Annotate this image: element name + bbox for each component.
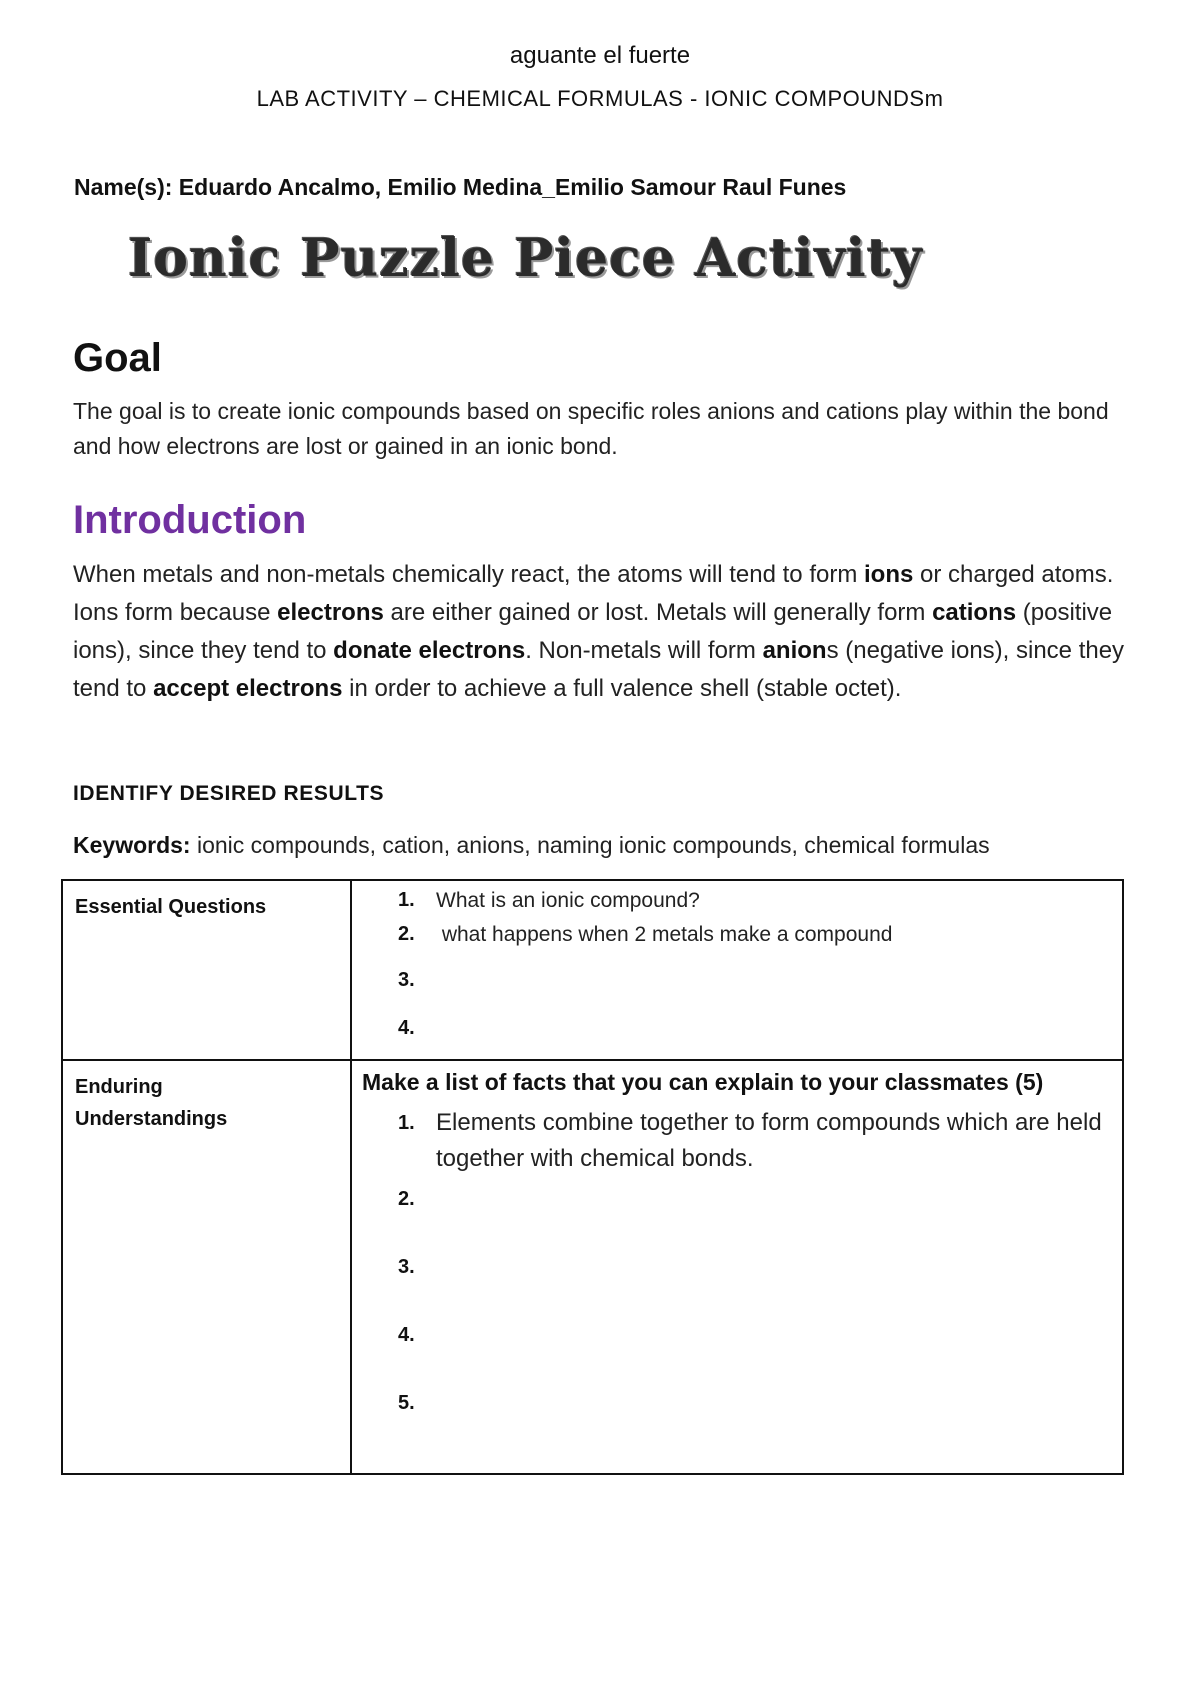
list-item[interactable]: 4.: [398, 1324, 415, 1346]
term-accept-electrons: accept electrons: [153, 675, 343, 702]
introduction-text: When metals and non-metals chemically react, the atoms will tend to form ions or charged atoms. Ions form because electrons are either gained or lost. Metals will generally form cations (positive ions), since they tend to donate electrons. Non-metals will form anions (negative ions), since they tend to accept electrons in order to achieve a full valence shell (stable octet).: [73, 561, 1125, 702]
lab-title: LAB ACTIVITY – CHEMICAL FORMULAS - IONIC COMPOUNDSm: [256, 86, 944, 111]
keywords-text: ionic compounds, cation, anions, naming ionic compounds, chemical formulas: [190, 832, 990, 858]
essential-questions-label: Essential Questions: [63, 881, 352, 1059]
facts-heading: Make a list of facts that you can explain to your classmates (5): [362, 1069, 1044, 1095]
list-item[interactable]: 1. What is an ionic compound?: [398, 889, 700, 912]
list-item[interactable]: 1. Elements combine together to form compounds which are held together with chemical bonds.: [398, 1109, 1102, 1172]
goal-heading: Goal: [73, 336, 162, 380]
enduring-understandings-label: Enduring Understandings: [63, 1061, 352, 1473]
term-donate-electrons: donate electrons: [333, 637, 526, 664]
keywords-line: [73, 832, 1153, 859]
term-electrons: electrons: [277, 599, 384, 626]
introduction-heading: Introduction: [73, 498, 307, 542]
essential-questions-row: [63, 881, 1122, 1059]
list-item[interactable]: 3.: [398, 969, 415, 991]
goal-text: The goal is to create ionic compounds based on specific roles anions and cations play within the bond and how electrons are lost or gained in an ionic bond.: [73, 398, 1109, 459]
facts-list: [398, 1105, 1112, 1453]
top-note: aguante el fuerte: [509, 42, 691, 69]
list-item[interactable]: 3.: [398, 1256, 415, 1278]
list-item[interactable]: 2.: [398, 1188, 415, 1210]
essential-questions-cell[interactable]: [352, 881, 1122, 1059]
activity-banner: Ionic Puzzle Piece Activity: [128, 228, 924, 289]
results-heading: IDENTIFY DESIRED RESULTS: [73, 782, 385, 805]
results-table: [61, 879, 1124, 1475]
term-ions: ions: [864, 561, 914, 588]
keywords-label: Keywords:: [73, 832, 191, 858]
enduring-understandings-row: [63, 1059, 1122, 1473]
list-item[interactable]: 4.: [398, 1017, 415, 1039]
list-item[interactable]: 2. what happens when 2 metals make a compound: [398, 923, 893, 946]
student-names: Name(s): Eduardo Ancalmo, Emilio Medina_Emilio Samour Raul Funes: [74, 174, 847, 200]
enduring-understandings-cell[interactable]: [352, 1061, 1122, 1473]
essential-questions-list: [398, 889, 1112, 1057]
term-anion: anion: [762, 637, 827, 664]
list-item[interactable]: 5.: [398, 1392, 415, 1414]
term-cations: cations: [932, 599, 1017, 626]
